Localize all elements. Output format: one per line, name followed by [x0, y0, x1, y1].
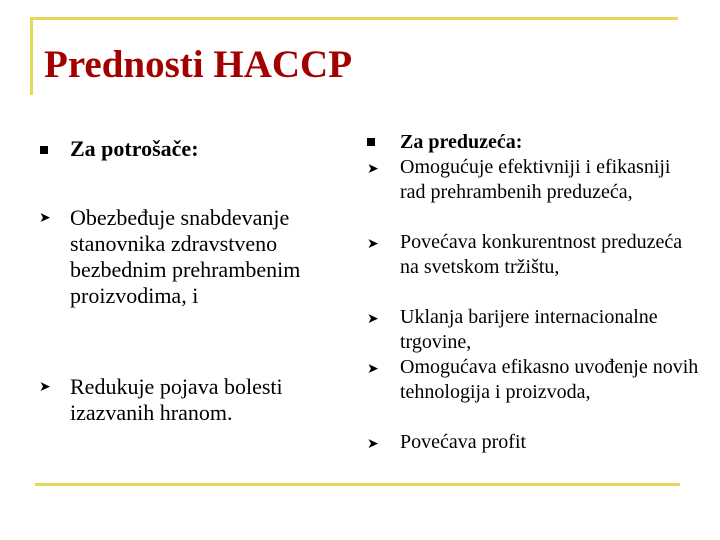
- left-heading: Za potrošače:: [70, 136, 199, 161]
- arrow-bullet-icon: ➤: [367, 161, 379, 177]
- arrow-bullet-icon: ➤: [367, 361, 379, 377]
- arrow-bullet-icon: ➤: [39, 379, 51, 395]
- arrow-bullet-icon: ➤: [367, 436, 379, 452]
- right-heading: Za preduzeća:: [400, 131, 523, 153]
- arrow-bullet-icon: ➤: [367, 236, 379, 252]
- right-item-4: Omogućava efikasno uvođenje novih tehnologija i proizvoda,: [400, 356, 699, 403]
- right-item-1: Omogućuje efektivniji i efikasniji rad prehrambenih preduzeća,: [400, 156, 671, 203]
- frame-bottom-line: [35, 483, 680, 486]
- square-bullet-icon: [367, 138, 375, 146]
- right-item-3: Uklanja barijere internacionalne trgovine,: [400, 306, 658, 353]
- right-item-2: Povećava konkurentnost preduzeća na svetskom tržištu,: [400, 231, 683, 278]
- slide-title: Prednosti HACCP: [44, 43, 353, 86]
- arrow-bullet-icon: ➤: [367, 311, 379, 327]
- right-item-5: Povećava profit: [400, 431, 527, 453]
- left-item-1: Obezbeđuje snabdevanje stanovnika zdravstveno bezbednim prehrambenim proizvodima, i: [70, 205, 301, 308]
- arrow-bullet-icon: ➤: [39, 210, 51, 226]
- frame-top-line: [30, 17, 678, 20]
- frame-left-line: [30, 17, 33, 95]
- left-item-2: Redukuje pojava bolesti izazvanih hranom.: [70, 374, 283, 425]
- square-bullet-icon: [40, 146, 48, 154]
